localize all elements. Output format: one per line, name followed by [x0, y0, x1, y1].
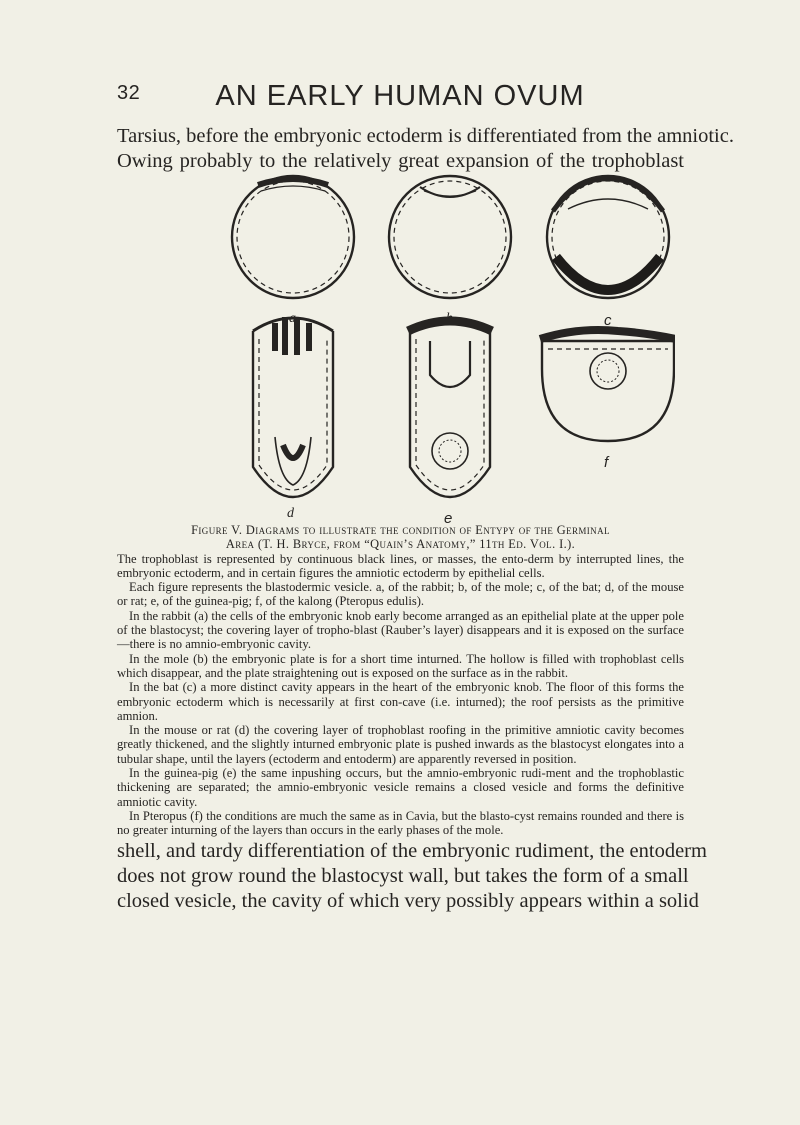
- caption-paragraph: In the rabbit (a) the cells of the embryonic knob early become arranged as an epithelial plate at the upper pole of the blastocyst; the covering layer of tropho-blast (Rauber’s layer) disappears and it is exposed on the surface—there is no amnio-embryonic cavity.: [117, 608, 684, 652]
- diagram-a: [232, 176, 354, 298]
- page-number: 32: [117, 82, 141, 104]
- caption-paragraph: In the mole (b) the embryonic plate is for a short time inturned. The hollow is filled with trophoblast cells which disappear, and the plate straightening out is exposed on the surface as in the rabbit.: [117, 651, 684, 680]
- body-line: does not grow round the blastocyst wall, but takes the form of a small: [117, 865, 689, 887]
- caption-title-line-1: Figure V. Diagrams to illustrate the condition of Entypy of the Germinal: [191, 523, 610, 537]
- caption-paragraph: The trophoblast is represented by continuous black lines, or masses, the ento-derm by interrupted lines, the embryonic ectoderm, and in certain figures the amniotic ectoderm by epithelial cells.: [117, 551, 684, 580]
- label-c: c: [604, 312, 612, 329]
- bottom-paragraph: [117, 839, 707, 914]
- label-f: f: [604, 454, 609, 471]
- body-line: shell, and tardy differentiation of the embryonic rudiment, the entoderm: [117, 840, 707, 862]
- diagram-c: [547, 176, 669, 298]
- body-line: Tarsius, before the embryonic ectoderm is differentiated from the amniotic.: [117, 125, 734, 147]
- figure-caption: [117, 523, 684, 838]
- figure-svg: [225, 165, 675, 525]
- caption-paragraph: In the bat (c) a more distinct cavity appears in the heart of the embryonic knob. The floor of this forms the embryonic ectoderm which is necessarily at first con-cave (i.e. inturned); the roof persists as the primitive amnion.: [117, 680, 684, 723]
- figure-diagrams: [225, 165, 675, 525]
- diagram-f: [540, 330, 675, 441]
- caption-paragraph: In Pteropus (f) the conditions are much the same as in Cavia, but the blasto-cyst remains rounded and there is no greater inturning of the layers than occurs in the early phases of the mole.: [117, 808, 684, 838]
- body-line: closed vesicle, the cavity of which very possibly appears within a solid: [117, 890, 699, 912]
- label-a: a: [289, 311, 296, 326]
- caption-title-line-2: Area (T. H. Bryce, from “Quain’s Anatomy,” 11th Ed. Vol. I.).: [225, 537, 576, 552]
- label-d: d: [287, 506, 294, 521]
- diagram-b: [389, 176, 511, 298]
- diagram-d: [253, 317, 333, 497]
- label-e: e: [444, 510, 453, 525]
- caption-paragraph: In the guinea-pig (e) the same inpushing occurs, but the amnio-embryonic rudi-ment and the trophoblastic thickening are separated; the amnio-embryonic vesicle remains a closed vesicle and forms the definitive amniotic cavity.: [117, 766, 684, 809]
- diagram-e: [408, 321, 492, 497]
- caption-paragraph: In the mouse or rat (d) the covering layer of trophoblast roofing in the primitive amniotic cavity becomes greatly thickened, and the slightly inturned embryonic plate is pushed inwards as the blastocyst elongates into a tubular shape, until the layers (ectoderm and entoderm) are apparently reversed in position.: [117, 723, 684, 766]
- label-b: b: [446, 311, 453, 326]
- caption-paragraph: Each figure represents the blastodermic vesicle. a, of the rabbit; b, of the mole; c, of the bat; d, of the mouse or rat; e, of the guinea-pig; f, of the kalong (Pteropus edulis).: [117, 580, 684, 609]
- running-head: AN EARLY HUMAN OVUM: [215, 80, 585, 112]
- body-line: Owing probably to the relatively great expansion of the trophoblast: [117, 150, 684, 172]
